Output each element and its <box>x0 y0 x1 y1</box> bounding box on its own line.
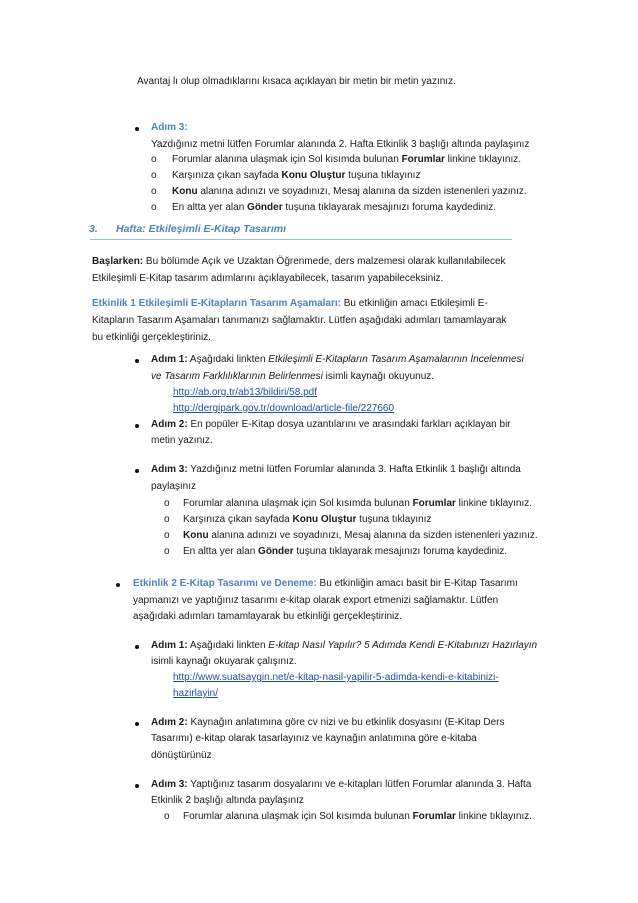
etkinlik1-step2: Adım 2: En popüler E-Kitap dosya uzantılarını ve arasındaki farkları açıklayan bir <box>151 419 511 430</box>
etkinlik1-step3: Adım 3: Yazdığınız metni lütfen Forumlar alanında 3. Hafta Etkinlik 1 başlığı altında <box>151 464 521 475</box>
resource-link[interactable]: http://www.suatsaygin.net/e-kitap-nasil-yapilir-5-adimda-kendi-e-kitabinizi- <box>173 672 499 683</box>
etkinlik1-step1: Adım 1: Aşağıdaki linkten Etkileşimli E-Kitapların Tasarım Aşamalarının İncelenmesi <box>151 354 524 365</box>
etkinlik2-step2: Adım 2: Kaynağın anlatımına göre cv nizi ve bu etkinlik dosyasını (E-Kitap Ders <box>151 717 505 728</box>
bullet-icon <box>135 722 139 726</box>
sub-item: Konu alanına adınızı ve soyadınızı, Mesaj alanına da sizden istenenleri yazınız. <box>172 186 527 197</box>
resource-link[interactable]: http://ab.org.tr/ab13/bildiri/58.pdf <box>173 387 317 398</box>
bullet-icon <box>135 469 139 473</box>
step-text: Yazdığınız metni lütfen Forumlar alanında 2. Hafta Etkinlik 3 başlığı altında paylaşınız <box>151 139 530 150</box>
sub-bullet-icon: o <box>164 514 170 525</box>
etkinlik2-step2-cont: Tasarımı) e-kitap olarak tasarlayınız ve kaynağın anlatımına göre e-kitaba <box>151 733 477 744</box>
bullet-icon <box>135 645 139 649</box>
sub-item: Konu alanına adınızı ve soyadınızı, Mesaj alanına da sizden istenenleri yazınız. <box>183 530 538 541</box>
sub-bullet-icon: o <box>164 530 170 541</box>
etkinlik1-step1-cont: ve Tasarım Farklılıklarının Belirlenmesi isimli kaynağı okuyunuz. <box>151 371 435 382</box>
etkinlik1-line: Kitapların Tasarım Aşamaları tanımanızı sağlamaktır. Lütfen aşağıdaki adımları tamamlayarak <box>92 315 507 326</box>
etkinlik2-step2-cont: dönüştürünüz <box>151 750 212 761</box>
section-number: 3. <box>89 223 98 235</box>
bullet-icon <box>135 784 139 788</box>
sub-item: En altta yer alan Gönder tuşuna tıklayarak mesajınızı foruma kaydediniz. <box>183 546 508 557</box>
section-title: Hafta: Etkileşimli E-Kitap Tasarımı <box>116 223 286 235</box>
etkinlik2-step1-cont: isimli kaynağı okuyarak çalışınız. <box>151 656 297 667</box>
bullet-icon <box>135 359 139 363</box>
sub-bullet-icon: o <box>151 154 157 165</box>
sub-bullet-icon: o <box>151 186 157 197</box>
etkinlik2-step3: Adım 3: Yaptığınız tasarım dosyalarını ve e-kitapları lütfen Forumlar alanında 3. Hafta <box>151 779 532 790</box>
sub-bullet-icon: o <box>151 202 157 213</box>
resource-link[interactable]: http://dergipark.gov.tr/download/article-file/227660 <box>173 403 395 414</box>
section-divider <box>90 239 512 240</box>
intro-line: Avantaj lı olup olmadıklarını kısaca açıklayan bir metin bir metin yazınız. <box>137 76 456 87</box>
sub-bullet-icon: o <box>164 498 170 509</box>
intro-paragraph-line: Başlarken: Bu bölümde Açık ve Uzaktan Öğrenmede, ders malzemesi olarak kullanılabilecek <box>92 256 506 267</box>
etkinlik1-heading: Etkinlik 1 Etkileşimli E-Kitapların Tasarım Aşamaları: Bu etkinliğin amacı Etkileşimli E- <box>92 298 488 309</box>
sub-item: Forumlar alanına ulaşmak için Sol kısımda bulunan Forumlar linkine tıklayınız. <box>183 498 533 509</box>
resource-link-cont[interactable]: hazirlayin/ <box>173 688 219 699</box>
etkinlik1-step3-cont: paylaşınız <box>151 481 197 492</box>
etkinlik2-step1: Adım 1: Aşağıdaki linkten E-kitap Nasıl Yapılır? 5 Adımda Kendi E-Kitabınızı Hazırlayın <box>151 640 538 651</box>
etkinlik2-line: aşağıdaki adımları tamamlayarak bu etkinliği gerçekleştiriniz. <box>133 611 403 622</box>
bullet-icon <box>116 583 120 587</box>
intro-paragraph-line: Etkileşimli E-Kitap tasarım adımlarını açıklayabilecek, tasarım yapabileceksiniz. <box>92 273 444 284</box>
sub-item: Forumlar alanına ulaşmak için Sol kısımda bulunan Forumlar linkine tıklayınız. <box>172 154 522 165</box>
etkinlik1-step2-cont: metin yazınız. <box>151 435 213 446</box>
etkinlik2-heading: Etkinlik 2 E-Kitap Tasarımı ve Deneme: Bu etkinliğin amacı basit bir E-Kitap Tasarımı <box>133 578 518 589</box>
sub-item: Karşınıza çıkan sayfada Konu Oluştur tuşuna tıklayınız <box>183 514 432 525</box>
sub-item: Forumlar alanına ulaşmak için Sol kısımda bulunan Forumlar linkine tıklayınız. <box>183 811 533 822</box>
step-label: Adım 3: <box>151 122 188 133</box>
sub-bullet-icon: o <box>164 546 170 557</box>
sub-bullet-icon: o <box>151 170 157 181</box>
sub-item: Karşınıza çıkan sayfada Konu Oluştur tuşuna tıklayınız <box>172 170 421 181</box>
bullet-icon <box>135 127 139 131</box>
sub-bullet-icon: o <box>164 811 170 822</box>
sub-item: En altta yer alan Gönder tuşuna tıklayarak mesajınızı foruma kaydediniz. <box>172 202 497 213</box>
etkinlik2-line: yapmanızı ve yaptığınız tasarımı e-kitap olarak export etmenizi sağlamaktır. Lütfen <box>133 595 499 606</box>
etkinlik2-step3-cont: Etkinlik 2 başlığı altında paylaşınız <box>151 795 304 806</box>
etkinlik1-line: bu etkinliği gerçekleştiriniz. <box>92 332 211 343</box>
bullet-icon <box>135 424 139 428</box>
